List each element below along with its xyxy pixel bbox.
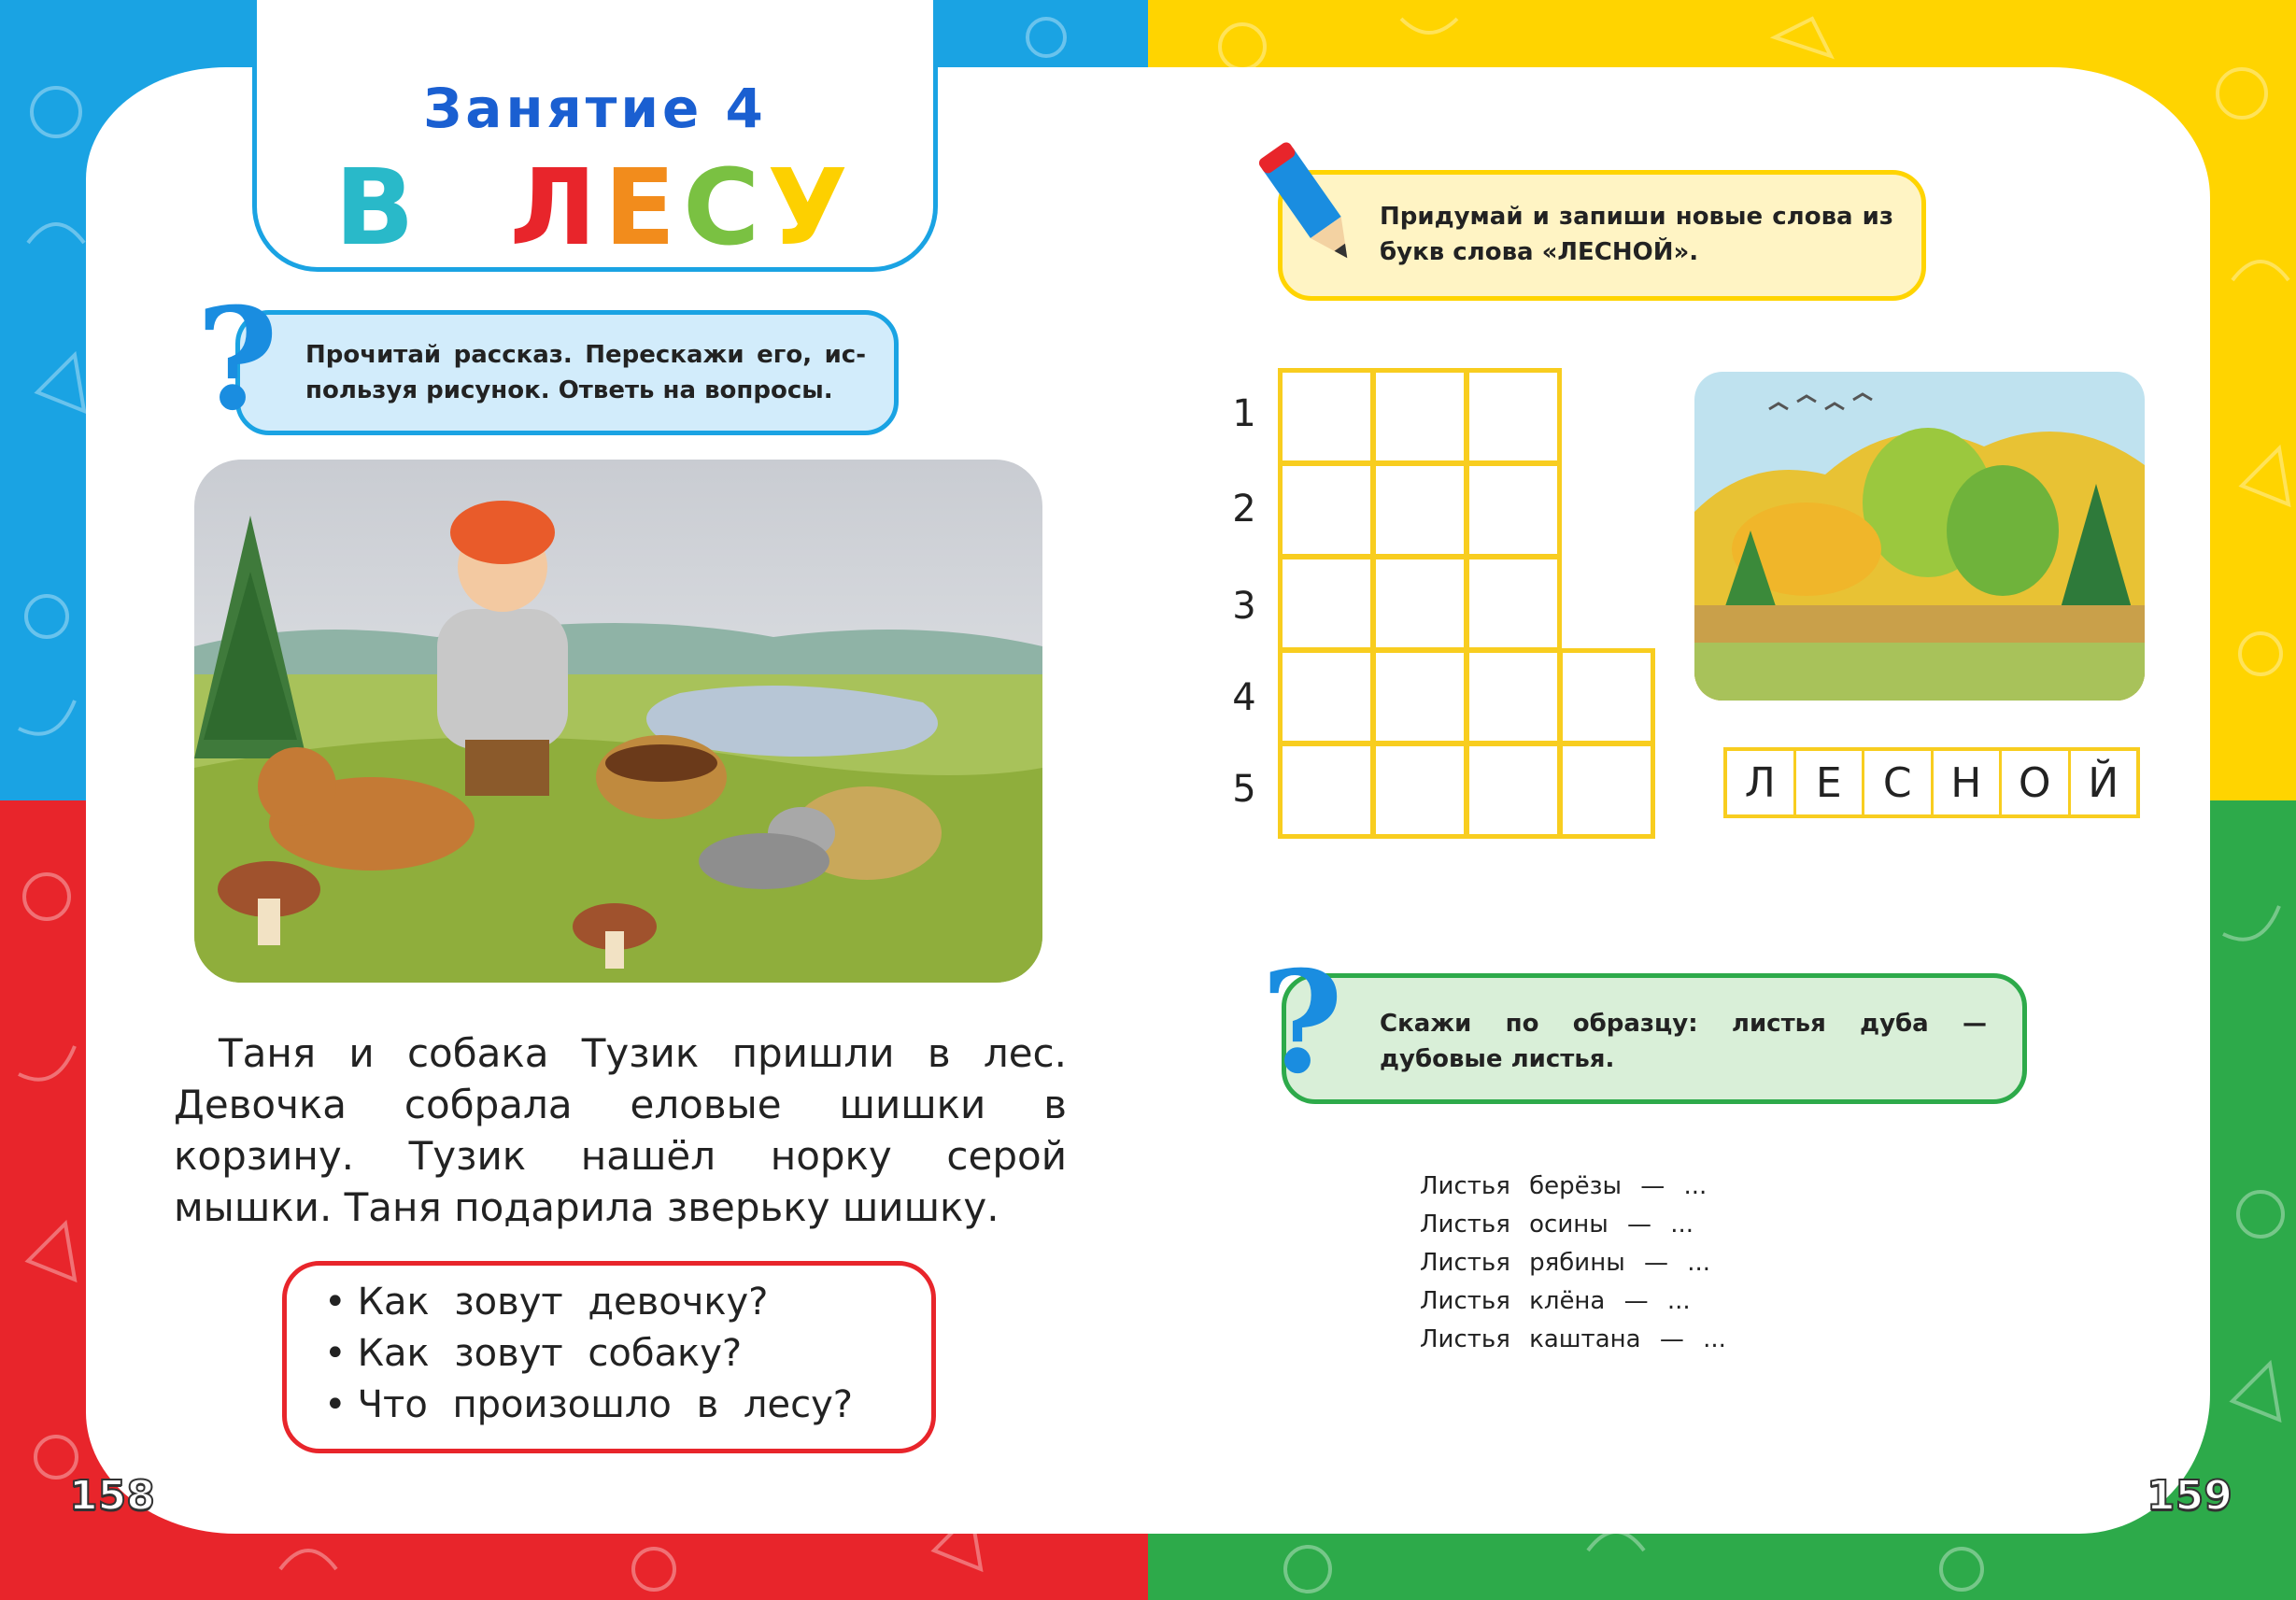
grid-cell[interactable] <box>1371 742 1468 839</box>
title-letter: У <box>767 148 856 269</box>
word-letter: Й <box>2088 758 2119 807</box>
lesson-number: Занятие 4 <box>423 77 767 140</box>
list-item: Листья осины — ... <box>1420 1211 1694 1239</box>
grid-cell[interactable] <box>1558 742 1655 839</box>
story-text: Таня и собака Тузик пришли в лес. Девочка собрала еловые шишки в корзину. Тузик нашёл норку серой мышки. Таня подарила зверьку шишку. <box>174 1030 1067 1230</box>
questions-box <box>282 1261 936 1453</box>
grid-cell[interactable] <box>1465 461 1562 559</box>
question-item: • Как зовут собаку? <box>324 1328 931 1380</box>
task-say-text: Скажи по образцу: листья дуба — дубовые листья. <box>1380 1010 1987 1073</box>
grid-cell[interactable] <box>1278 555 1375 652</box>
task-say-box <box>1282 973 2027 1104</box>
question-item: • Что произошло в лесу? <box>324 1380 931 1431</box>
grid-cell[interactable] <box>1371 461 1468 559</box>
grid-cell[interactable] <box>1371 648 1468 745</box>
grid-cell[interactable] <box>1465 555 1562 652</box>
grid-row-number: 3 <box>1232 585 1256 628</box>
grid-cell[interactable] <box>1278 368 1375 465</box>
grid-cell[interactable] <box>1465 742 1562 839</box>
grid-cell[interactable] <box>1371 555 1468 652</box>
grid-row-number: 4 <box>1232 676 1256 719</box>
title-letter: С <box>683 148 768 269</box>
page-number-left: 158 <box>69 1472 155 1520</box>
page-number-right: 159 <box>2147 1472 2232 1520</box>
grid-cell[interactable] <box>1558 648 1655 745</box>
list-item: Листья берёзы — ... <box>1420 1172 1708 1200</box>
word-lesnoy <box>1723 747 2140 818</box>
leaves-list <box>1420 1168 1726 1359</box>
grid-cell[interactable] <box>1465 368 1562 465</box>
grid-cell[interactable] <box>1278 742 1375 839</box>
forest-illustration <box>1694 372 2145 701</box>
task-words-text: Придумай и запиши новые слова из букв слова «ЛЕСНОЙ». <box>1380 203 1893 266</box>
lesson-title <box>252 148 938 269</box>
word-letter: Л <box>1727 751 1796 814</box>
question-mark-icon: ? <box>1261 941 1343 1105</box>
grid-cell[interactable] <box>1465 648 1562 745</box>
title-letter: Е <box>603 148 684 269</box>
grid-cell[interactable] <box>1371 368 1468 465</box>
task-read-text: Прочитай рассказ. Перескажи его, ис-пользуя рисунок. Ответь на вопросы. <box>305 341 866 404</box>
grid-row-number: 1 <box>1232 392 1256 435</box>
grid-cell[interactable] <box>1278 648 1375 745</box>
story-illustration <box>194 460 1042 983</box>
grid-row-number: 5 <box>1232 768 1256 811</box>
question-item: • Как зовут девочку? <box>324 1277 931 1328</box>
title-letter: В <box>334 148 422 269</box>
question-mark-icon: ? <box>196 277 278 442</box>
list-item: Листья клёна — ... <box>1420 1287 1691 1315</box>
word-letter: Н <box>1934 751 2003 814</box>
list-item: Листья рябины — ... <box>1420 1249 1711 1277</box>
task-read-box <box>235 310 899 435</box>
list-item: Листья каштана — ... <box>1420 1325 1726 1353</box>
grid-row-number: 2 <box>1232 488 1256 531</box>
word-letter: С <box>1864 751 1934 814</box>
word-letter: Е <box>1796 751 1865 814</box>
grid-cell[interactable] <box>1278 461 1375 559</box>
word-letter: О <box>2002 751 2071 814</box>
pencil-icon <box>1252 138 1373 278</box>
title-letter: Л <box>509 148 604 269</box>
task-words-box <box>1278 170 1926 301</box>
